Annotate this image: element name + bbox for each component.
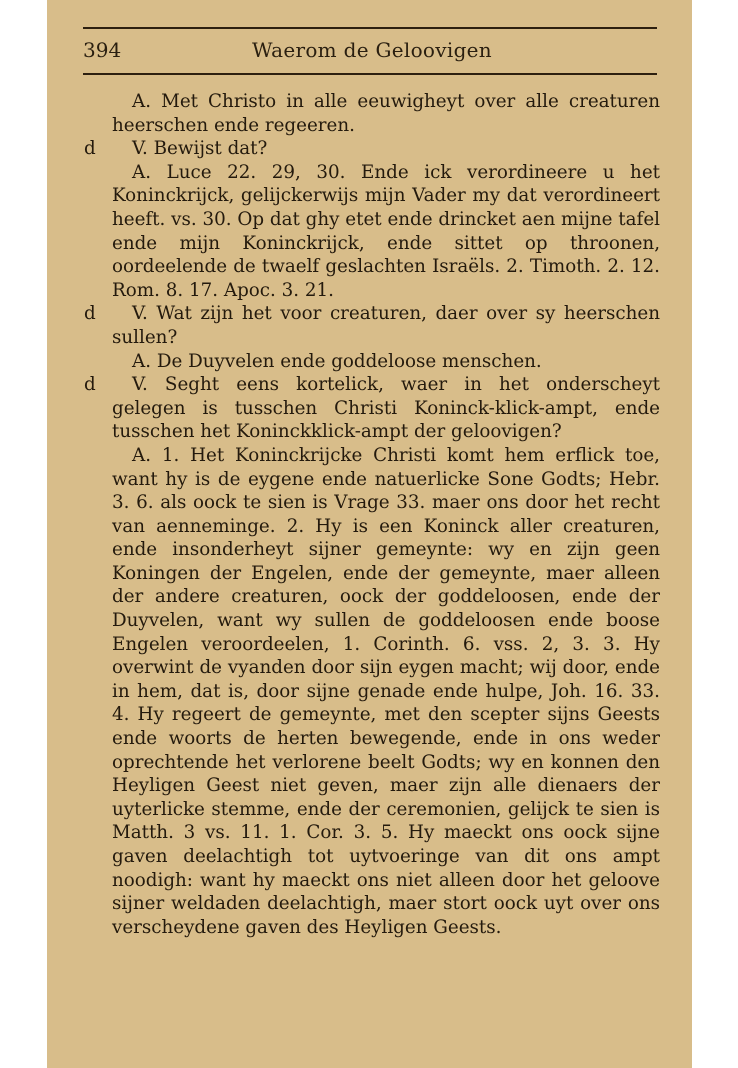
paragraph-question [84, 302, 660, 349]
margin-marker: d [84, 303, 96, 325]
paragraph-question [84, 137, 660, 161]
paragraph-text: V. Bewijst dat? [132, 138, 268, 160]
header-rule-bottom [83, 73, 657, 75]
paragraph-answer [112, 161, 660, 303]
header-rule-top [83, 27, 657, 29]
paragraph-answer [112, 444, 660, 939]
paragraph-text: A. De Duyvelen ende goddeloose menschen. [132, 350, 542, 372]
paragraph-text: V. Wat zijn het voor creaturen, daer over sy heerschen sullen? [112, 303, 660, 348]
margin-marker: d [84, 138, 96, 160]
paragraph-text: A. Luce 22. 29, 30. Ende ick verordineere u het Koninckrijck, gelijckerwijs mijn Vader my dat verordineert heeft. vs. 30. Op dat ghy etet ende drincket aen mijne tafel ende mijn Koninckrijck, ende sittet op throonen, oordeelende de twaelf geslachten Israëls. 2. Timoth. 2. 12. Rom. 8. 17. Apoc. 3. 21. [112, 161, 660, 301]
margin-marker: d [84, 374, 96, 396]
running-title: Waerom de Geloovigen [251, 38, 492, 62]
book-page [47, 0, 692, 1068]
paragraph-question [84, 373, 660, 444]
paragraph-text: V. Seght eens kortelick, waer in het onderscheyt gelegen is tusschen Christi Koninck-klick-ampt, ende tusschen het Koninckklick-ampt der geloovigen? [112, 374, 660, 443]
paragraph-text: A. Met Christo in alle eeuwigheyt over alle creaturen heerschen ende regeeren. [112, 91, 660, 136]
body-text [84, 90, 660, 939]
paragraph-text: A. 1. Het Koninckrijcke Christi komt hem erflick toe, want hy is de eygene ende natuerlicke Sone Godts; Hebr. 3. 6. als oock te sien is Vrage 33. maer ons door het recht van aenneminge. 2. Hy is een Koninck aller creaturen, ende insonderheyt sijner gemeynte: wy en zijn geen Koningen der Engelen, ende der gemeynte, maer alleen der andere creaturen, oock der goddeloosen, ende der Duyvelen, want wy sullen de goddeloosen ende boose Engelen veroordeelen, 1. Corinth. 6. vss. 2, 3. 3. Hy overwint de vyanden door sijn eygen macht; wij door, ende in hem, dat is, door sijne genade ende hulpe, Joh. 16. 33. 4. Hy regeert de gemeynte, met den scepter sijns Geests ende woorts de herten bewegende, ende in ons weder oprechtende het verlorene beelt Godts; wy en konnen den Heyligen Geest niet geven, maer zijn alle dienaers der uyterlicke stemme, ende der ceremonien, gelijck te sien is Matth. 3 vs. 11. 1. Cor. 3. 5. Hy maeckt ons oock sijne gaven deelachtigh tot uytvoeringe van dit ons ampt noodigh: want hy maeckt ons niet alleen door het geloove sijner weldaden deelachtigh, maer stort oock uyt over ons verscheydene gaven des Heyligen Geests. [112, 444, 660, 938]
page-number: 394 [83, 38, 122, 62]
paragraph-answer [112, 350, 660, 374]
paragraph-answer [112, 90, 660, 137]
